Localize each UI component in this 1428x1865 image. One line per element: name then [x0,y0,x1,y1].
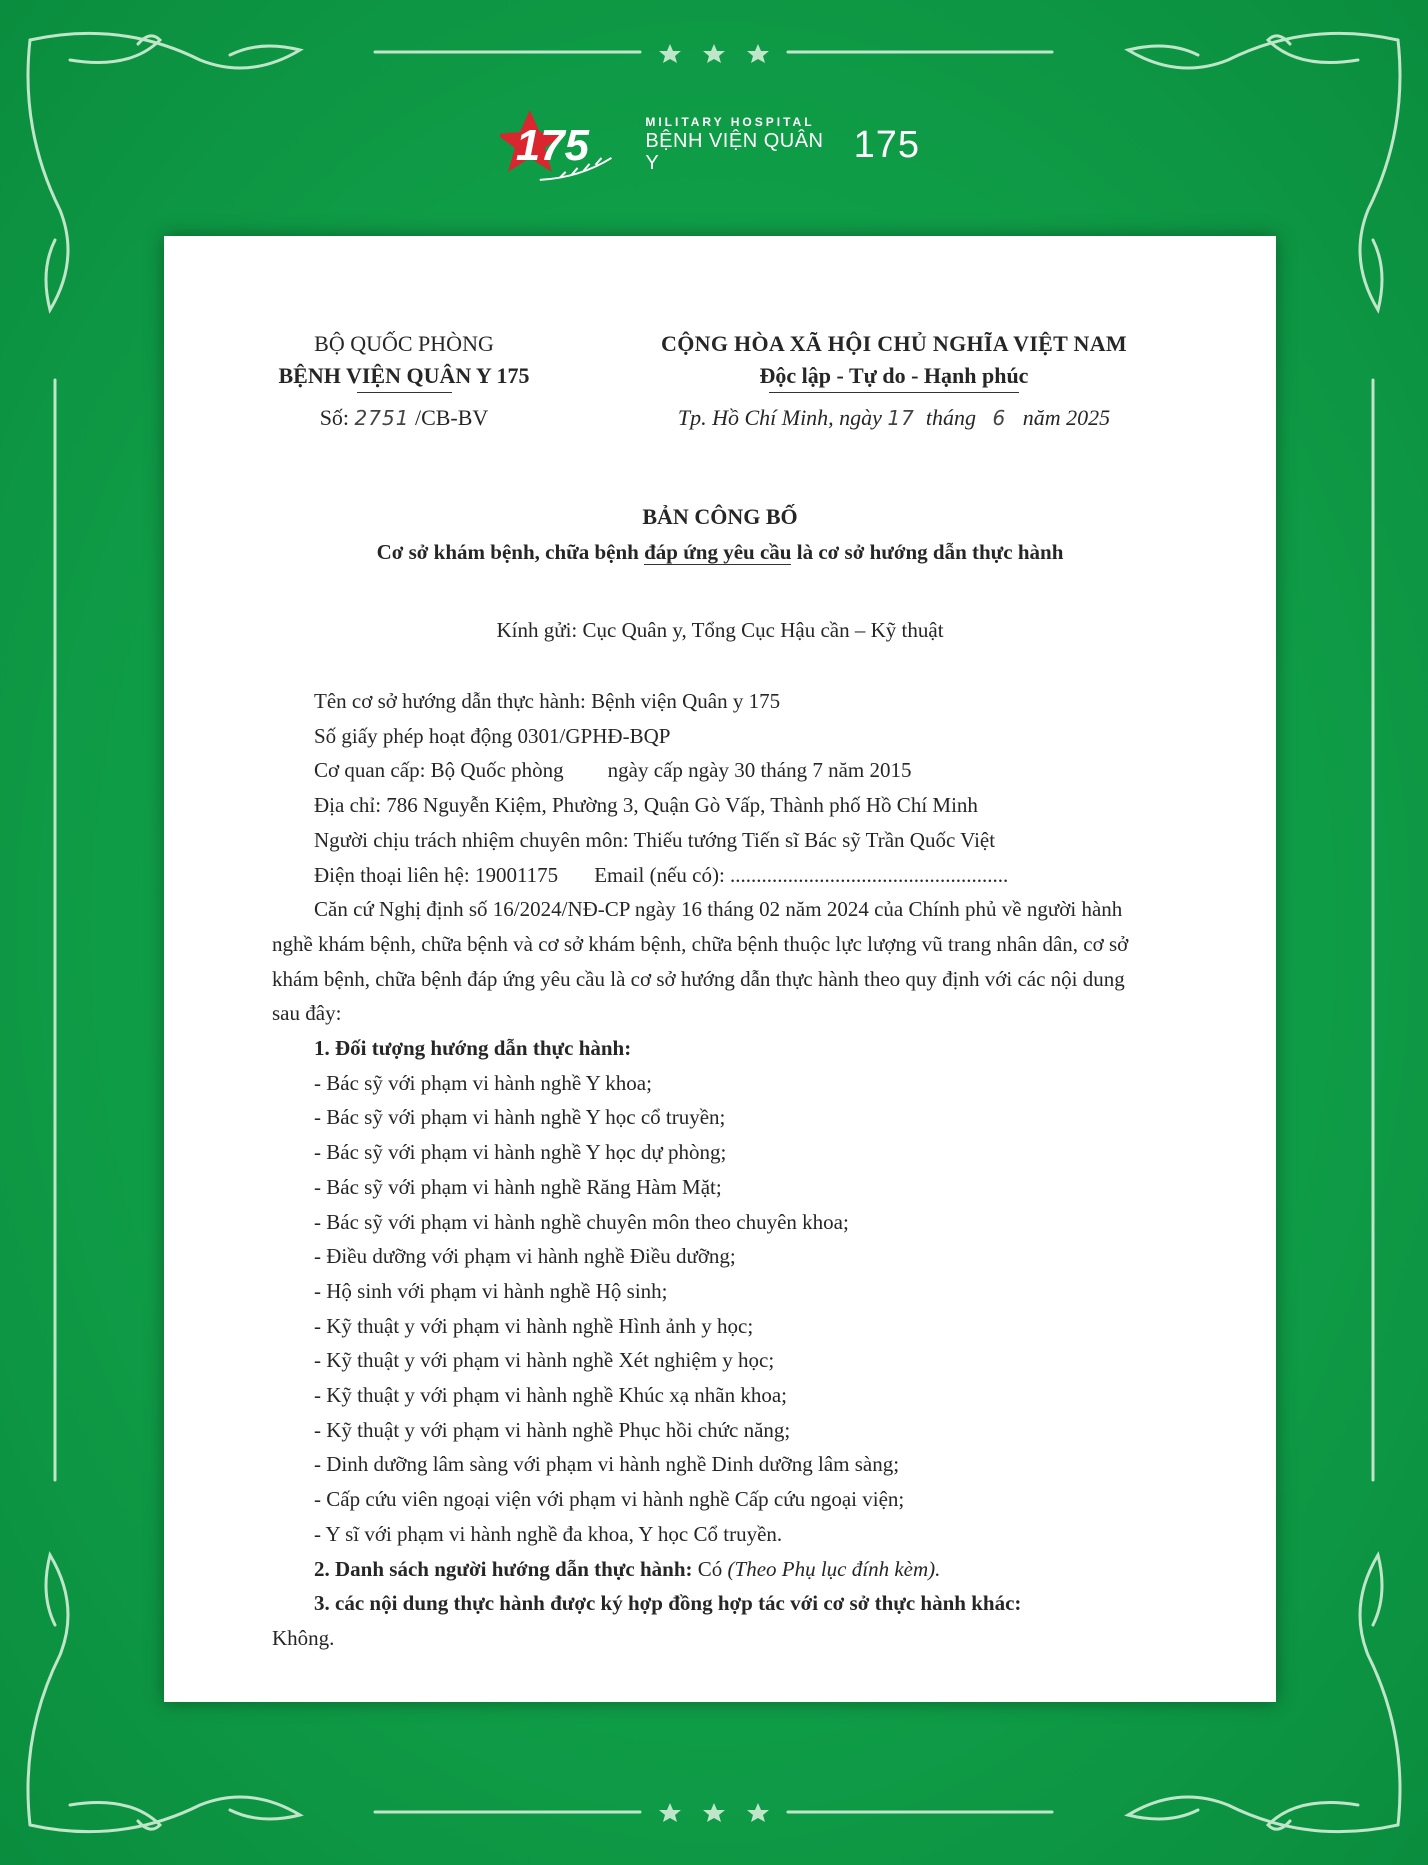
section-3-value: Không. [272,1625,335,1650]
document-page [164,236,1276,1702]
handwritten-month: 6 [992,406,1007,430]
handwritten-day: 17 [887,406,915,430]
document-subtitle: Cơ sở khám bệnh, chữa bệnh đáp ứng yêu cầu là cơ sở hướng dẫn thực hành [376,540,1064,564]
issuer-line: Cơ quan cấp: Bộ Quốc phòng ngày cấp ngày 30 tháng 7 năm 2015 [314,758,912,783]
list-item: - Kỹ thuật y với phạm vi hành nghề Khúc xạ nhãn khoa; [314,1383,788,1408]
section-2: 2. Danh sách người hướng dẫn thực hành: Có (Theo Phụ lục đính kèm). [314,1556,941,1581]
divider [769,392,1019,393]
address: Địa chỉ: 786 Nguyễn Kiệm, Phường 3, Quận Gò Vấp, Thành phố Hồ Chí Minh [314,793,978,818]
divider [357,392,452,393]
license-number: Số giấy phép hoạt động 0301/GPHĐ-BQP [314,723,671,748]
legal-basis: Căn cứ Nghị định số 16/2024/NĐ-CP ngày 16 tháng 02 năm 2024 của Chính phủ về người hành nghề khám bệnh, chữa bệnh và cơ sở khám bệnh, chữa bệnh thuộc lực lượng vũ trang nhân dân, cơ sở khám bệnh, chữa bệnh đáp ứng yêu cầu là cơ sở hướng dẫn thực hành theo quy định với các nội dung sau đây: [272,897,1129,1026]
list-item: - Dinh dưỡng lâm sàng với phạm vi hành nghề Dinh dưỡng lâm sàng; [314,1452,900,1477]
list-item: - Hộ sinh với phạm vi hành nghề Hộ sinh; [314,1278,668,1303]
list-item: - Bác sỹ với phạm vi hành nghề Y khoa; [314,1070,652,1095]
hospital-name: BỆNH VIỆN QUÂN Y 175 [278,363,530,388]
list-item: - Kỹ thuật y với phạm vi hành nghề Hình ảnh y học; [314,1313,754,1338]
document-number: Số: 2751 /CB-BV [319,405,489,430]
list-item: - Kỹ thuật y với phạm vi hành nghề Xét nghiệm y học; [314,1348,775,1373]
hospital-logo [500,100,920,190]
list-item: - Cấp cứu viên ngoại viện với phạm vi hành nghề Cấp cứu ngoại viện; [314,1487,905,1512]
facility-name: Tên cơ sở hướng dẫn thực hành: Bệnh viện Quân y 175 [314,689,781,713]
place-date: Tp. Hồ Chí Minh, ngày 17 tháng 6 năm 2025 [677,405,1111,430]
svg-text:175: 175 [515,120,589,170]
section-1-list [272,1066,1132,1552]
responsible-person: Người chịu trách nhiệm chuyên môn: Thiếu tướng Tiến sĩ Bác sỹ Trần Quốc Việt [314,827,996,852]
list-item: - Bác sỹ với phạm vi hành nghề Răng Hàm Mặt; [314,1174,722,1199]
contact-line: Điện thoại liên hệ: 19001175 Email (nếu có): ..................................................... [314,862,1009,887]
section-3-title: 3. các nội dung thực hành được ký hợp đồng hợp tác với cơ sở thực hành khác: [314,1591,1022,1616]
recipient: Kính gửi: Cục Quân y, Tổng Cục Hậu cần – Kỹ thuật [496,618,944,642]
list-item: - Bác sỹ với phạm vi hành nghề chuyên môn theo chuyên khoa; [314,1209,849,1234]
motto: Độc lập - Tự do - Hạnh phúc [759,363,1029,388]
ministry-name: BỘ QUỐC PHÒNG [314,331,494,356]
logo-number: 175 [853,123,920,166]
document-title: BẢN CÔNG BỐ [642,504,798,529]
logo-english-name: MILITARY HOSPITAL [645,115,815,130]
issuing-authority-block [259,331,549,431]
national-motto-block [634,331,1154,431]
logo-vietnamese-name: BỆNH VIỆN QUÂN Y [645,129,824,174]
list-item: - Bác sỹ với phạm vi hành nghề Y học cổ truyền; [314,1105,726,1130]
list-item: - Bác sỹ với phạm vi hành nghề Y học dự phòng; [314,1140,727,1165]
list-item: - Kỹ thuật y với phạm vi hành nghề Phục hồi chức năng; [314,1417,791,1442]
handwritten-number: 2751 [354,406,410,430]
list-item: - Điều dưỡng với phạm vi hành nghề Điều dưỡng; [314,1244,736,1269]
section-1-title: 1. Đối tượng hướng dẫn thực hành: [314,1036,632,1061]
country-name: CỘNG HÒA XÃ HỘI CHỦ NGHĨA VIỆT NAM [661,331,1127,356]
list-item: - Y sĩ với phạm vi hành nghề đa khoa, Y học Cổ truyền. [314,1521,783,1546]
document-body [272,684,1132,1656]
logo-emblem-icon [500,100,629,190]
